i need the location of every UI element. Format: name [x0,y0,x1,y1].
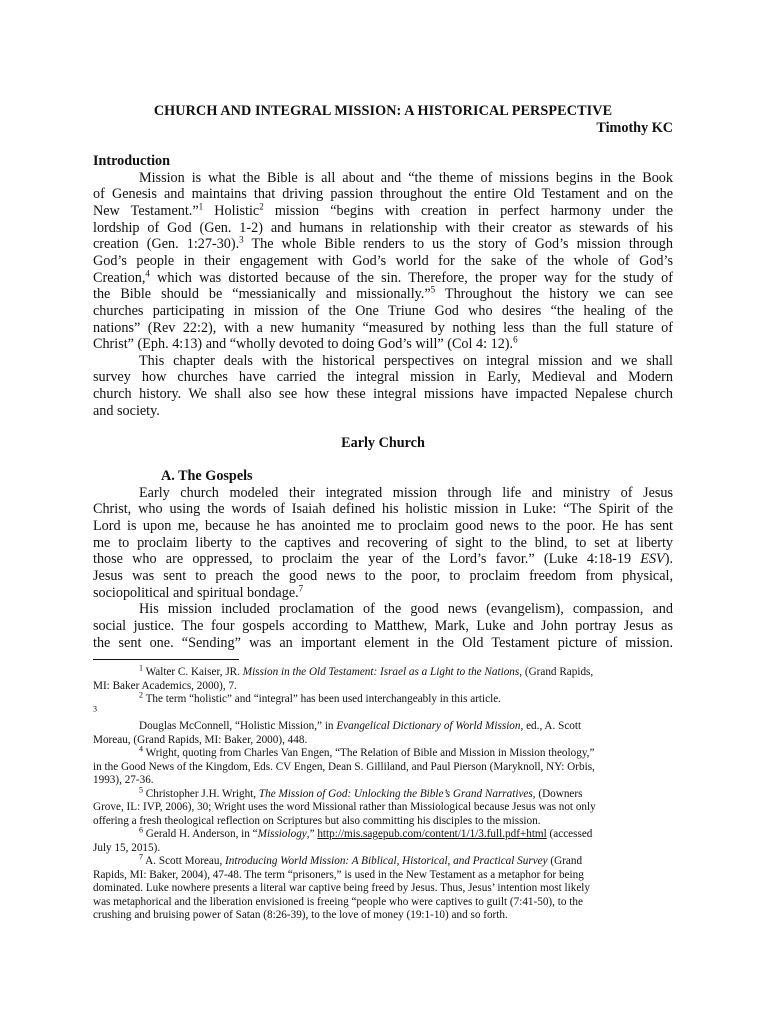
footnote-line: Moreau, (Grand Rapids, MI: Baker, 2000), 448. [93,733,308,746]
body-line: social justice. The four gospels according to Matthew, Mark, Luke and John portray Jesus as [93,617,673,634]
footnote-4: $^4$ Wright, quoting from Charles Van Engen, “The Relation of Bible and Mission in Mission theology,” [139,744,595,760]
footnote-line: Douglas McConnell, “Holistic Mission,” in Evangelical Dictionary of World Mission, ed., A. Scott [139,720,582,733]
footnote-5: $^5$ Christopher J.H. Wright, The Mission of God: Unlocking the Bible’s Grand Narratives, (Downers [139,784,583,800]
footnotes [93,663,673,923]
body-line: the sent one. “Sending” was an important element in the Old Testament picture of mission. [93,634,673,651]
footnote-line: in the Good News of the Kingdom, Eds. CV Engen, Dean S. Gilliland, and Paul Pierson (Maryknoll, NY: Orbis, [93,760,595,773]
body-line: of Genesis and maintains that driving passion throughout the entire Old Testament and on the [93,186,673,203]
footnote-ref: 7 [298,582,304,593]
body-line: church history. We shall also see how these integral missions have impacted Nepalese church [93,386,673,403]
body-line: sociopolitical and spiritual bondage.$^7$ [93,582,304,601]
body-line: Lord is upon me, because he has anointed me to proclaim good news to the poor. He has sent [93,517,673,534]
footnote-ref: 5 [430,284,436,295]
body-line: God’s people in their engagement with God’s world for the sake of the whole of God’s [93,252,673,269]
footnote-line: Rapids, MI: Baker, 2004), 47-48. The term “prisoners,” is used in the New Testament as a metaphor for being [93,868,584,881]
footnote-line: 1993), 27-36. [93,774,154,787]
footnote-ref: 3 [239,234,244,245]
gospels-subheading: A. The Gospels [161,468,253,485]
footnote-line: crushing and bruising power of Satan (8:26-39), to the love of money (19:1-10) and so forth. [93,909,508,922]
body-line: lordship of God (Gen. 1-2) and humans in relationship with their creator as stewards of his [93,219,673,236]
footnote-divider [93,659,239,660]
body-line: me to proclaim liberty to the captives and recovering of sight to the blind, to set at liberty [93,534,673,551]
introduction-body [93,170,673,420]
footnote-6: $^6$ Gerald H. Anderson, in “Missiology,” http://mis.sagepub.com/content/1/1/3.full.pdf+html (accessed [139,825,593,841]
footnote-line: was metaphorical and the liberation envisioned is freeing “people who were captives to guilt (7:41-50), to the [93,895,583,908]
body-line: and society. [93,402,160,419]
body-line: This chapter deals with the historical perspectives on integral mission and we shall [139,352,673,369]
body-line: Creation,$^4$ which was distorted because of the sin. Therefore, the proper way for the study of [93,267,673,286]
body-line: Christ, who using the words of Isaiah defined his holistic mission in Luke: “The Spirit of the [93,501,673,518]
document-title: CHURCH AND INTEGRAL MISSION: A HISTORICAL PERSPECTIVE [153,103,613,119]
introduction-heading: Introduction [93,153,170,169]
body-line: Mission is what the Bible is all about and “the theme of missions begins in the Book [139,169,673,186]
footnote-line: offering a fresh theological reflection on Scriptures but also committing his disciples to the mission. [93,814,541,827]
footnote-2: $^2$ The term “holistic” and “integral” has been used interchangeably in this article. [139,690,501,706]
body-line: survey how churches have carried the integral mission in Early, Medieval and Modern [93,369,673,386]
footnote-ref: 2 [259,201,264,212]
footnote-7: $^7$ A. Scott Moreau, Introducing World Mission: A Biblical, Historical, and Practical Survey (Grand [139,852,583,868]
footnote-line: dominated. Luke nowhere presents a literal war captive being freed by Jesus. Thus, Jesus’ intention most likely [93,882,590,895]
footnote-ref: 1 [198,201,204,212]
body-line: churches participating in mission of the One Triune God who desires “the healing of the [93,302,673,319]
body-line: the Bible should be “messianically and missionally.”$^5$ Throughout the history we can see [93,284,673,303]
footnote-ref: 6 [513,334,518,345]
body-line: Christ” (Eph. 4:13) and “wholly devoted to doing God’s will” (Col 4: 12).$^6$ [93,334,518,353]
early-church-body [93,485,673,652]
footnote-line: Grove, IL: IVP, 2006), 30; Wright uses the word Missional rather than Missiological because Jesus was not only [93,801,596,814]
footnote-line: July 15, 2015). [93,841,161,854]
body-line: those who are oppressed, to proclaim the year of the Lord’s favor.” (Luke 4:18-19 ESV). [93,551,673,568]
author-name: Timothy KC [596,120,673,136]
early-church-heading: Early Church [341,435,425,452]
footnote-ref: 4 [145,267,150,278]
body-line: creation (Gen. 1:27-30).$^3$ The whole Bible renders to us the story of God’s mission through [93,234,673,253]
footnote-line: MI: Baker Academics, 2000), 7. [93,679,237,692]
footnote-3: 3 [93,703,97,713]
body-line: His mission included proclamation of the good news (evangelism), compassion, and [139,601,673,618]
footnote-link[interactable]: http://mis.sagepub.com/content/1/1/3.full.pdf+html [317,828,547,841]
footnote-1: $^1$ Walter C. Kaiser, JR. Mission in the Old Testament: Israel as a Light to the Nations, (Grand Rapids, [139,663,594,679]
body-line: Early church modeled their integrated mission through life and ministry of Jesus [139,484,673,501]
body-line: nations” (Rev 22:2), with a new humanity “measured by nothing less than the full stature of [93,319,673,336]
document-page [93,103,673,923]
body-line: New Testament.”$^1$ Holistic$^2$ mission “begins with creation in perfect harmony under the [93,201,673,219]
body-line: Jesus was sent to preach the good news to the poor, to proclaim freedom from physical, [93,567,673,584]
